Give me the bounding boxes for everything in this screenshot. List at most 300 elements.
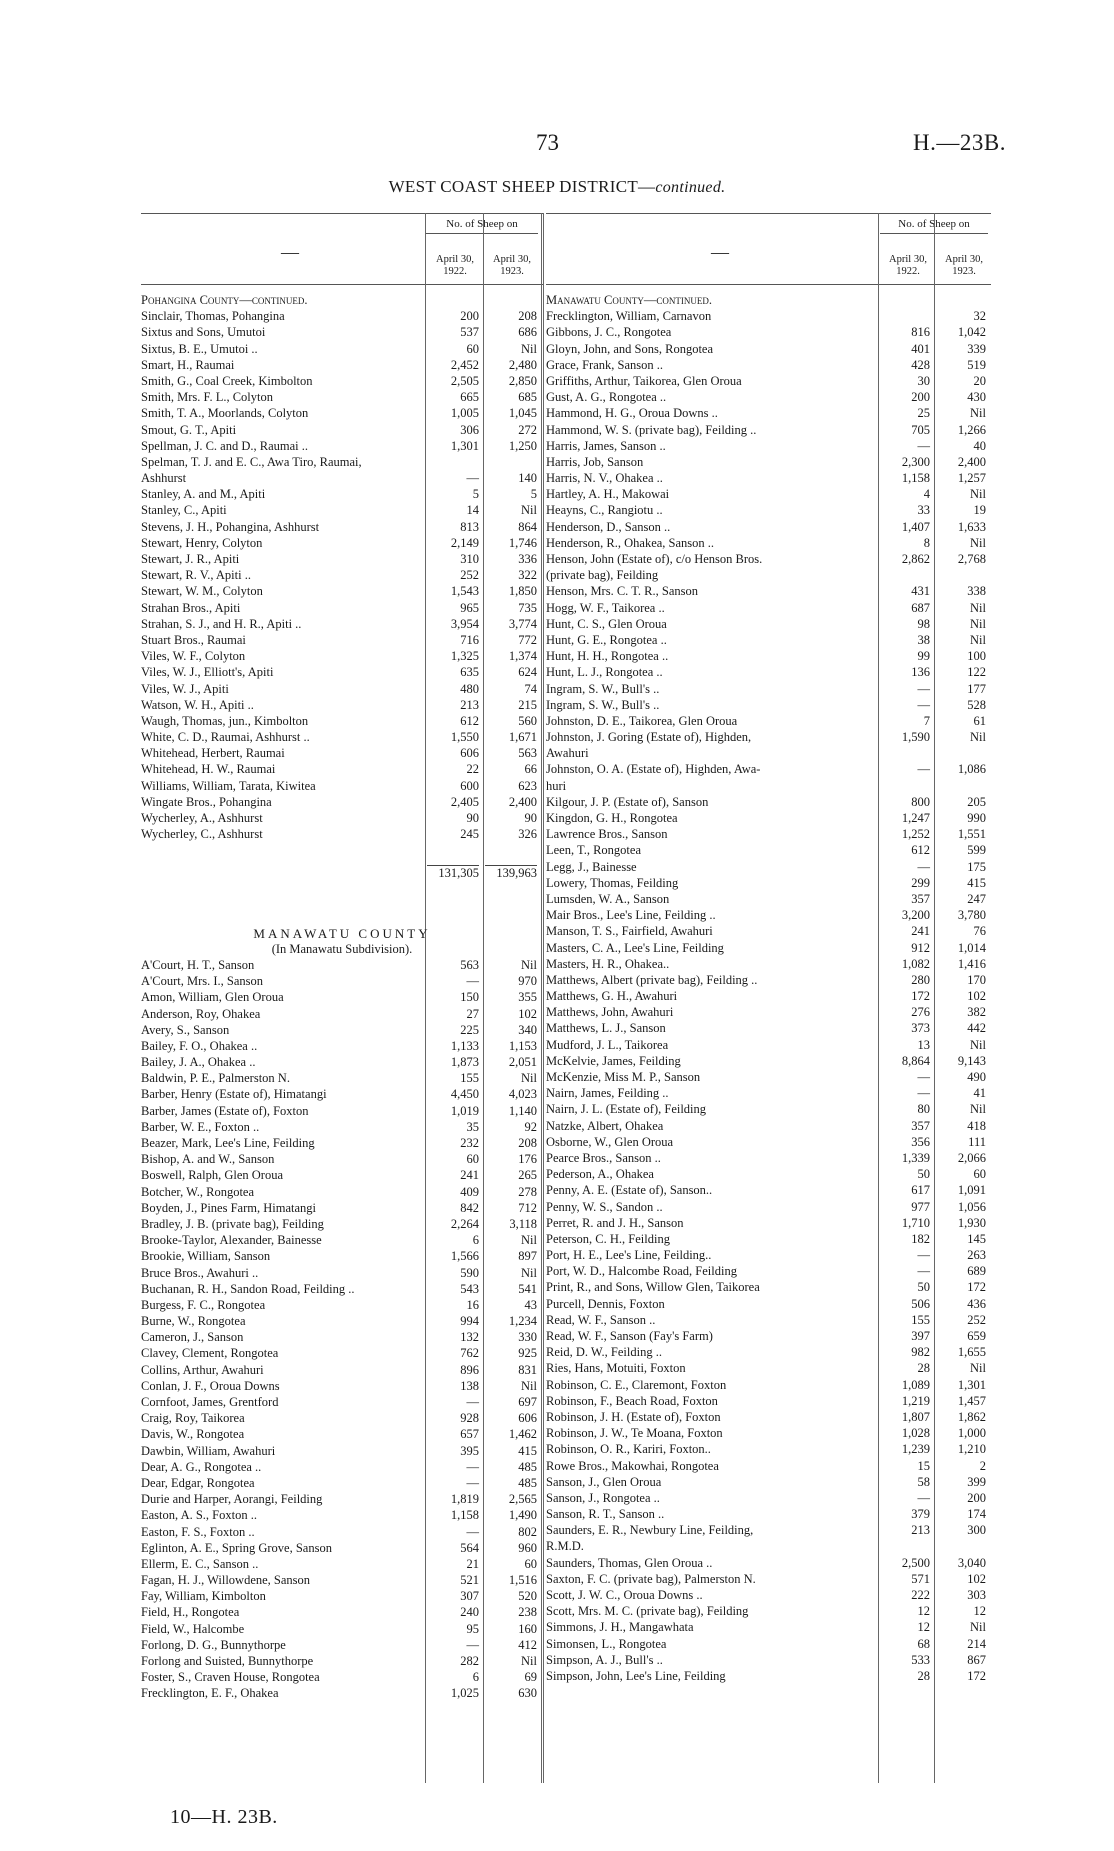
table-row: [546, 1507, 991, 1523]
footer-reference: 10—H. 23B.: [170, 1806, 278, 1828]
sheep-1923: Nil: [521, 1378, 537, 1393]
sheep-1923: 2,066: [957, 1150, 986, 1165]
sheep-1922: 58: [917, 1474, 930, 1489]
table-row: [546, 762, 991, 778]
table-row: [546, 1151, 991, 1167]
owner-name: Gloyn, John, and Sons, Rongotea: [546, 341, 714, 356]
sheep-1923: 247: [967, 891, 986, 906]
table-row: [141, 1201, 543, 1217]
owner-name: Hammond, W. S. (private bag), Feilding ..: [546, 422, 757, 437]
owner-name: Fay, William, Kimbolton: [141, 1589, 266, 1604]
owner-name: Masters, H. R., Ohakea..: [546, 956, 670, 971]
sheep-1922: 3,200: [901, 908, 930, 923]
owner-name: Henson, Mrs. C. T. R., Sanson: [546, 584, 698, 599]
sheep-1922: 705: [911, 422, 930, 437]
owner-name: Lowery, Thomas, Feilding: [546, 875, 679, 890]
sheep-1922: 1,543: [450, 584, 479, 599]
sheep-1923: 3,780: [957, 908, 986, 923]
owner-name: Robinson, O. R., Kariri, Foxton..: [546, 1442, 711, 1457]
sheep-1922: 22: [466, 762, 479, 777]
table-row: [141, 698, 543, 714]
table-row: [546, 617, 991, 633]
sheep-1923: 689: [967, 1264, 986, 1279]
table-row: [546, 423, 991, 439]
sheep-1922: 2,264: [450, 1216, 479, 1231]
sheep-1922: 1,252: [901, 827, 930, 842]
table-row: [141, 1379, 543, 1395]
owner-name: MANAWATU COUNTY: [253, 925, 431, 941]
sheep-1922: 912: [911, 940, 930, 955]
sheep-1923: 1,000: [957, 1426, 986, 1441]
sheep-1923: 1,850: [508, 584, 537, 599]
table-row: [546, 843, 991, 859]
owner-name: Johnston, D. E., Taikorea, Glen Oroua: [546, 713, 738, 728]
table-row: [141, 1023, 543, 1039]
table-row: [546, 1361, 991, 1377]
owner-name: Stewart, W. M., Colyton: [141, 584, 263, 599]
owner-name: Frecklington, William, Carnavon: [546, 309, 712, 324]
table-row: [546, 1669, 991, 1685]
owner-name: Brooke-Taylor, Alexander, Bainesse: [141, 1233, 322, 1248]
sheep-1922: 8: [923, 535, 930, 550]
sheep-1923: 382: [967, 1005, 986, 1020]
table-row: [546, 957, 991, 973]
sheep-1923: 2,480: [508, 357, 537, 372]
table-row: [141, 1055, 543, 1071]
sheep-1923: Nil: [970, 487, 986, 502]
sheep-1922: 4,450: [450, 1087, 479, 1102]
owner-name: Matthews, John, Awahuri: [546, 1005, 674, 1020]
header-col-1923: April 30, 1923.: [945, 254, 983, 277]
sheep-1922: —: [466, 1475, 479, 1490]
sheep-1922: 240: [460, 1605, 479, 1620]
sheep-1923: 735: [518, 600, 537, 615]
owner-name: Robinson, J. H. (Estate of), Foxton: [546, 1409, 721, 1424]
title-continued: continued.: [655, 179, 726, 196]
owner-name: Sixtus and Sons, Umutoi: [141, 325, 266, 340]
sheep-1923: 60: [524, 1556, 537, 1571]
owner-name: Ingram, S. W., Bull's ..: [546, 697, 660, 712]
sheep-1922: 612: [460, 713, 479, 728]
owner-name: Barber, James (Estate of), Foxton: [141, 1103, 309, 1118]
sheep-1922: 1,005: [450, 406, 479, 421]
sheep-1923: 1,250: [508, 438, 537, 453]
owner-name: Mudford, J. L., Taikorea: [546, 1037, 669, 1052]
sheep-1923: 412: [518, 1637, 537, 1652]
owner-name: Simonsen, L., Rongotea: [546, 1636, 667, 1651]
table-row: [141, 665, 543, 681]
sheep-1923: 519: [967, 357, 986, 372]
sheep-1922: 563: [460, 957, 479, 972]
owner-name: Foster, S., Craven House, Rongotea: [141, 1670, 320, 1685]
table-row: [546, 536, 991, 552]
sheep-1922: 12: [917, 1620, 930, 1635]
sheep-1923: 1,140: [508, 1103, 537, 1118]
sheep-1923: 430: [967, 390, 986, 405]
owner-name: Pearce Bros., Sanson ..: [546, 1150, 661, 1165]
sheep-1922: —: [466, 471, 479, 486]
sheep-1922: 1,325: [450, 649, 479, 664]
table-row: [546, 1459, 991, 1475]
table-row: [546, 584, 991, 600]
sheep-1923: 200: [967, 1490, 986, 1505]
owner-name: Hunt, C. S., Glen Oroua: [546, 616, 667, 631]
sheep-1923: 111: [968, 1134, 986, 1149]
sheep-1922: 533: [911, 1652, 930, 1667]
table-row: [546, 1102, 991, 1118]
table-row: [546, 568, 991, 584]
section-heading: [141, 926, 543, 942]
owner-name: Osborne, W., Glen Oroua: [546, 1134, 674, 1149]
owner-name: (In Manawatu Subdivision).: [271, 941, 413, 956]
owner-name: Waugh, Thomas, jun., Kimbolton: [141, 713, 309, 728]
table-row: [141, 342, 543, 358]
sheep-1922: —: [917, 1086, 930, 1101]
sheep-1922: 232: [460, 1136, 479, 1150]
table-row: [141, 1427, 543, 1443]
owner-name: Robinson, F., Beach Road, Foxton: [546, 1393, 718, 1408]
table-row: [546, 1329, 991, 1345]
owner-name: Strahan Bros., Apiti: [141, 600, 241, 615]
owner-name: Viles, W. F., Colyton: [141, 649, 246, 664]
table-row: [141, 390, 543, 406]
table-row: [546, 1620, 991, 1636]
sheep-1923: Nil: [970, 1620, 986, 1635]
sheep-1923: 322: [518, 568, 537, 583]
sheep-1922: 12: [917, 1604, 930, 1619]
sheep-1922: 1,710: [901, 1215, 930, 1230]
sheep-1923: 485: [518, 1459, 537, 1474]
sheep-1923: Nil: [521, 957, 537, 972]
sheep-1923: 659: [967, 1329, 986, 1343]
owner-name: Dawbin, William, Awahuri: [141, 1443, 276, 1458]
owner-name: Williams, William, Tarata, Kiwitea: [141, 778, 316, 793]
owner-name: Smout, G. T., Apiti: [141, 422, 237, 437]
sheep-1923: 145: [967, 1231, 986, 1246]
sheep-1922: 571: [911, 1571, 930, 1586]
sheep-1923: 1,042: [957, 325, 986, 340]
table-row: [141, 423, 543, 439]
sheep-1923: 61: [973, 713, 986, 728]
sheep-1922: 1,158: [901, 471, 930, 486]
sheep-1923: 442: [967, 1021, 986, 1036]
owner-name: Smith, T. A., Moorlands, Colyton: [141, 406, 309, 421]
table-row: [546, 1491, 991, 1507]
table-row: [546, 941, 991, 957]
owner-name: Cameron, J., Sanson: [141, 1330, 244, 1345]
table-row: [141, 406, 543, 422]
sheep-1922: 68: [917, 1636, 930, 1651]
table-row: [141, 309, 543, 325]
owner-name: Gust, A. G., Rongotea ..: [546, 390, 667, 405]
table-row: [546, 1086, 991, 1102]
table-row: [141, 358, 543, 374]
sheep-1922: 842: [460, 1200, 479, 1215]
sheep-1923: 415: [967, 875, 986, 890]
sheep-1922: 99: [917, 649, 930, 664]
sheep-1922: 977: [911, 1199, 930, 1214]
sheep-1923: Nil: [970, 730, 986, 745]
table-row: [141, 617, 543, 633]
owner-name: Dear, A. G., Rongotea ..: [141, 1459, 262, 1474]
sheep-1923: 563: [518, 746, 537, 761]
table-row: [546, 1475, 991, 1491]
table-row: [141, 374, 543, 390]
owner-name: Hunt, G. E., Rongotea ..: [546, 632, 667, 647]
sheep-1922: 28: [917, 1361, 930, 1376]
sheep-1923: 172: [967, 1280, 986, 1295]
sheep-1922: 896: [460, 1362, 479, 1377]
sheep-1922: —: [466, 974, 479, 989]
table-row: [141, 1508, 543, 1524]
table-row: [546, 633, 991, 649]
owner-name: Conlan, J. F., Oroua Downs: [141, 1378, 280, 1393]
sheep-1923: 214: [967, 1636, 986, 1651]
owner-name: Wingate Bros., Pohangina: [141, 794, 272, 809]
sheep-1922: —: [917, 762, 930, 777]
sheep-1922: 356: [911, 1134, 930, 1149]
owner-name: Spelman, T. J. and E. C., Awa Tiro, Raumai,: [141, 454, 362, 469]
sheep-1922: 306: [460, 422, 479, 437]
table-row: [141, 1249, 543, 1265]
sheep-1923: 1,257: [957, 471, 986, 486]
sheep-1922: 687: [911, 600, 930, 615]
sheep-1922: 2,862: [901, 552, 930, 566]
sheep-1922: —: [917, 859, 930, 874]
sheep-1922: 1,082: [901, 956, 930, 971]
sheep-1923: 772: [518, 632, 537, 647]
sheep-1923: 624: [518, 665, 537, 680]
owner-name: Watson, W. H., Apiti ..: [141, 697, 254, 712]
owner-name: Reid, D. W., Feilding ..: [546, 1345, 662, 1360]
table-row: [546, 1653, 991, 1669]
sheep-1923: 208: [518, 309, 537, 324]
sheep-1923: 802: [518, 1524, 537, 1539]
owner-name: Frecklington, E. F., Ohakea: [141, 1686, 279, 1701]
owner-name: Hogg, W. F., Taikorea ..: [546, 600, 665, 615]
owner-name: Whitehead, H. W., Raumai: [141, 762, 276, 777]
sheep-1922: 6: [472, 1233, 479, 1248]
sheep-1922: 1,219: [901, 1393, 930, 1408]
sheep-1923: 338: [967, 584, 986, 599]
sheep-1922: 716: [460, 632, 479, 647]
sheep-1923: 252: [967, 1312, 986, 1327]
sheep-1922: 617: [911, 1183, 930, 1198]
sheep-1923: 528: [967, 697, 986, 712]
owner-name: Clavey, Clement, Rongotea: [141, 1346, 279, 1361]
owner-name: Stanley, A. and M., Apiti: [141, 487, 266, 502]
sheep-1923: Nil: [970, 406, 986, 421]
table-row: [546, 1394, 991, 1410]
sheep-1923: 1,655: [957, 1345, 986, 1360]
table-row: [546, 1054, 991, 1070]
section-heading: [141, 942, 543, 958]
table-row: [546, 1021, 991, 1037]
sheep-1922: 635: [460, 665, 479, 680]
sheep-1922: 2,505: [450, 373, 479, 388]
sheep-1922: 132: [460, 1330, 479, 1345]
table-row: [141, 1168, 543, 1184]
header-dash: —: [281, 242, 299, 262]
sheep-1922: 225: [460, 1022, 479, 1037]
table-row: [546, 487, 991, 503]
sheep-1923: 1,301: [957, 1377, 986, 1392]
table-row: [141, 1266, 543, 1282]
sheep-1922: 965: [460, 600, 479, 615]
sheep-1923: 355: [518, 990, 537, 1005]
owner-name: Bradley, J. B. (private bag), Feilding: [141, 1216, 324, 1231]
sheep-1922: 428: [911, 357, 930, 372]
owner-name: Harris, N. V., Ohakea ..: [546, 471, 663, 486]
owner-name: A'Court, Mrs. I., Sanson: [141, 974, 264, 989]
owner-name: Davis, W., Rongotea: [141, 1427, 245, 1442]
owner-name: Burgess, F. C., Rongotea: [141, 1297, 266, 1312]
header-group: No. of Sheep on: [426, 218, 538, 234]
table-row: [546, 309, 991, 325]
sheep-1922: 276: [911, 1005, 930, 1020]
owner-name: Bishop, A. and W., Sanson: [141, 1152, 275, 1167]
owner-name: Nairn, James, Feilding ..: [546, 1086, 669, 1101]
section-heading: [546, 293, 991, 309]
owner-name: Ries, Hans, Motuiti, Foxton: [546, 1361, 686, 1376]
owner-name: Ashhurst: [141, 471, 187, 486]
table-row: [141, 1541, 543, 1557]
sheep-1922: —: [917, 1070, 930, 1084]
owner-name: Perret, R. and J. H., Sanson: [546, 1215, 684, 1230]
sheep-1922: —: [917, 1490, 930, 1505]
sheep-1923: 90: [524, 811, 537, 825]
sheep-1922: 1,807: [901, 1409, 930, 1424]
sheep-1922: 5: [472, 487, 479, 502]
owner-name: Read, W. F., Sanson (Fay's Farm): [546, 1329, 713, 1343]
table-row: [141, 1670, 543, 1686]
table-row: [546, 1556, 991, 1572]
owner-name: Griffiths, Arthur, Taikorea, Glen Oroua: [546, 373, 742, 388]
owner-name: Sinclair, Thomas, Pohangina: [141, 309, 285, 324]
sheep-1923: 139,963: [485, 865, 537, 881]
owner-name: Forlong, D. G., Bunnythorpe: [141, 1637, 286, 1652]
owner-name: Fagan, H. J., Willowdene, Sanson: [141, 1573, 311, 1588]
sheep-1922: 395: [460, 1443, 479, 1458]
table-row: [546, 779, 991, 795]
table-row: [546, 730, 991, 746]
table-row: [141, 795, 543, 811]
table-row: [141, 1087, 543, 1103]
table-row: [546, 1280, 991, 1296]
sheep-1922: 1,239: [901, 1442, 930, 1457]
header-col-1922: April 30, 1922.: [436, 254, 474, 277]
table-row: [141, 1492, 543, 1508]
sheep-1922: 27: [466, 1006, 479, 1021]
sheep-1923: 69: [524, 1670, 537, 1685]
owner-name: Robinson, C. E., Claremont, Foxton: [546, 1377, 727, 1392]
table-row: [546, 1313, 991, 1329]
sheep-1922: 21: [466, 1556, 479, 1571]
table-row: [141, 1395, 543, 1411]
owner-name: Print, R., and Sons, Willow Glen, Taikorea: [546, 1280, 760, 1295]
owner-name: Stanley, C., Apiti: [141, 503, 227, 518]
sheep-1922: —: [466, 1524, 479, 1539]
owner-name: Awahuri: [546, 746, 589, 761]
owner-name: Buchanan, R. H., Sandon Road, Feilding ..: [141, 1281, 355, 1296]
table-row: [141, 1152, 543, 1168]
owner-name: Matthews, L. J., Sanson: [546, 1021, 666, 1036]
sheep-1923: 1,746: [508, 535, 537, 550]
sheep-1923: 1,490: [508, 1508, 537, 1523]
header-col-1922: April 30, 1922.: [889, 254, 927, 277]
owner-name: R.M.D.: [546, 1539, 584, 1554]
sheep-1923: Nil: [970, 616, 986, 631]
sheep-1922: 182: [911, 1231, 930, 1246]
sheep-1923: 102: [967, 989, 986, 1004]
table-row: [546, 406, 991, 422]
table-row: [141, 714, 543, 730]
table-row: [546, 746, 991, 762]
owner-name: Smith, Mrs. F. L., Colyton: [141, 390, 274, 405]
sheep-1923: 140: [518, 471, 537, 486]
sheep-1922: 600: [460, 778, 479, 793]
owner-name: Henderson, D., Sanson ..: [546, 519, 671, 534]
sheep-1922: 357: [911, 1118, 930, 1133]
table-row: [141, 649, 543, 665]
table-row: [141, 471, 543, 487]
owner-name: Read, W. F., Sanson ..: [546, 1312, 656, 1327]
table-row: [546, 390, 991, 406]
owner-name: Natzke, Albert, Ohakea: [546, 1118, 664, 1133]
sheep-1922: —: [466, 1395, 479, 1409]
sheep-1922: 241: [911, 924, 930, 939]
header-dash: —: [711, 242, 729, 262]
table-row: [141, 1525, 543, 1541]
sheep-1922: 537: [460, 325, 479, 340]
owner-name: Amon, William, Glen Oroua: [141, 990, 284, 1005]
owner-name: Pederson, A., Ohakea: [546, 1167, 654, 1182]
owner-name: Field, W., Halcombe: [141, 1621, 245, 1636]
owner-name: Wycherley, C., Ashhurst: [141, 827, 263, 842]
sheep-1923: Nil: [521, 503, 537, 518]
sheep-1923: 1,374: [508, 649, 537, 664]
sheep-1922: —: [917, 438, 930, 453]
owner-name: Spellman, J. C. and D., Raumai ..: [141, 438, 308, 453]
sheep-1923: 1,462: [508, 1427, 537, 1442]
sheep-1922: 762: [460, 1346, 479, 1361]
table-row: [546, 649, 991, 665]
sheep-1923: 1,045: [508, 406, 537, 421]
sheep-1923: 2,400: [957, 454, 986, 469]
sheep-1922: 136: [911, 665, 930, 680]
sheep-1922: 1,566: [450, 1249, 479, 1264]
sheep-1923: 3,118: [509, 1216, 537, 1231]
sheep-1922: 994: [460, 1314, 479, 1329]
table-row: [141, 601, 543, 617]
table-row: [141, 974, 543, 990]
table-row: [141, 1460, 543, 1476]
table-row: [141, 455, 543, 471]
sheep-1923: 100: [967, 649, 986, 664]
sheep-1922: —: [466, 1459, 479, 1474]
table-row: [141, 811, 543, 827]
sheep-1922: 1,019: [450, 1103, 479, 1118]
owner-name: Lawrence Bros., Sanson: [546, 827, 668, 842]
owner-name: Bailey, F. O., Ohakea ..: [141, 1038, 258, 1053]
sheep-1922: 543: [460, 1281, 479, 1296]
table-row: [141, 584, 543, 600]
sheep-1923: 399: [967, 1474, 986, 1489]
owner-name: Beazer, Mark, Lee's Line, Feilding: [141, 1136, 315, 1150]
sheep-1923: 1,930: [957, 1215, 986, 1230]
sheep-1922: 800: [911, 794, 930, 809]
sheep-1923: 340: [518, 1022, 537, 1037]
